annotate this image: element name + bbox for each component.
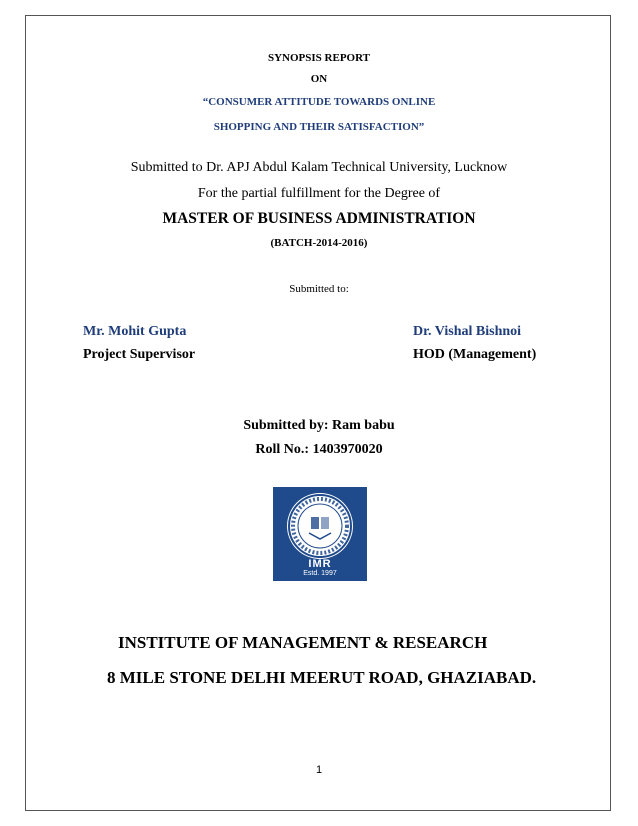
institute-name: INSTITUTE OF MANAGEMENT & RESEARCH — [118, 633, 488, 652]
hod-name: Dr. Vishal Bishnoi — [413, 324, 522, 339]
logo-abbreviation: IMR — [308, 558, 332, 570]
submitted-to-label: Submitted to: — [289, 283, 349, 295]
institute-logo — [273, 487, 367, 581]
report-title-line-2: SHOPPING AND THEIR SATISFACTION” — [213, 121, 425, 133]
report-title-line-1: “CONSUMER ATTITUDE TOWARDS ONLINE — [202, 96, 436, 108]
degree-purpose: For the partial fulfillment for the Degree of — [197, 186, 441, 201]
seal-emblem — [287, 493, 353, 559]
roll-number: Roll No.: 1403970020 — [255, 442, 383, 457]
report-on: ON — [310, 73, 328, 85]
page-border — [25, 15, 611, 811]
supervisor-role: Project Supervisor — [83, 347, 196, 362]
seal-ring-icon — [287, 493, 353, 559]
report-type: SYNOPSIS REPORT — [268, 52, 370, 64]
supervisor-name: Mr. Mohit Gupta — [83, 324, 187, 339]
submitted-by: Submitted by: Ram babu — [243, 418, 395, 433]
institute-address: 8 MILE STONE DELHI MEERUT ROAD, GHAZIABAD. — [107, 668, 537, 687]
hod-role: HOD (Management) — [413, 347, 537, 362]
logo-established: Estd. 1997 — [303, 570, 337, 577]
degree-name: MASTER OF BUSINESS ADMINISTRATION — [162, 210, 476, 227]
submitted-to-university: Submitted to Dr. APJ Abdul Kalam Technical University, Lucknow — [130, 160, 508, 175]
page-number: 1 — [315, 764, 323, 776]
batch: (BATCH-2014-2016) — [270, 237, 368, 249]
